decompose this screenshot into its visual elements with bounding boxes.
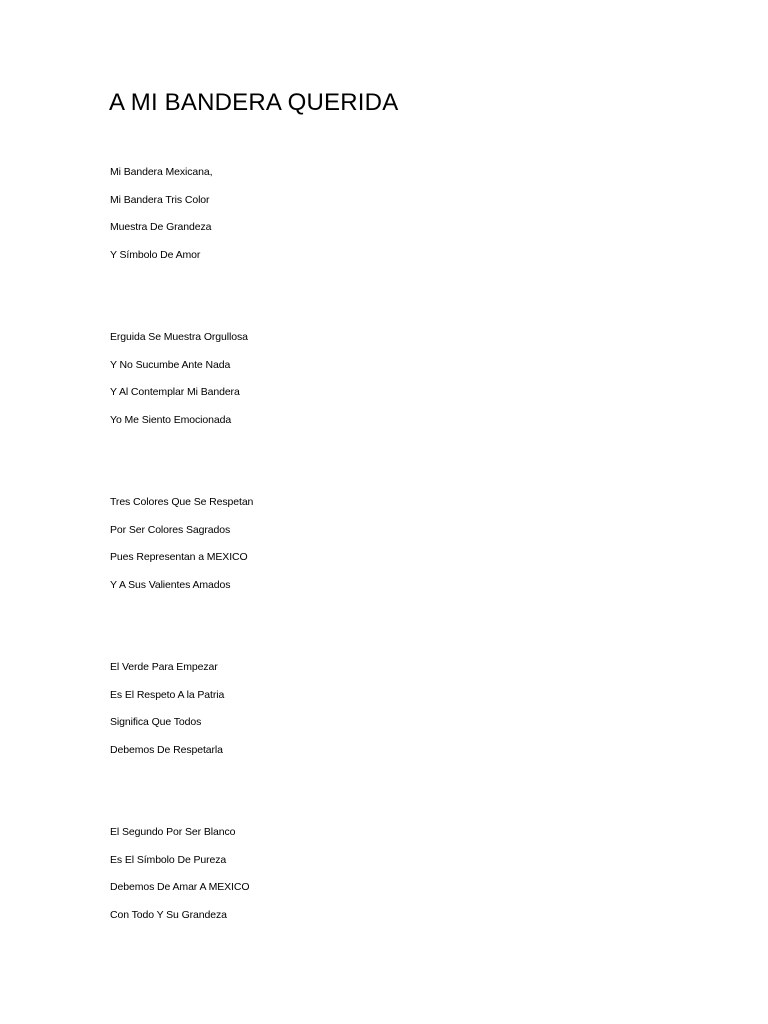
poem-line: El Verde Para Empezar xyxy=(110,661,218,673)
poem-line: Y A Sus Valientes Amados xyxy=(110,578,231,591)
poem-line: Muestra De Grandeza xyxy=(110,221,212,234)
poem-title: A MI BANDERA QUERIDA xyxy=(109,89,399,116)
poem-line: Y Al Contemplar Mi Bandera xyxy=(110,386,240,399)
poem-line: Debemos De Respetarla xyxy=(110,743,223,756)
poem-line: Es El Respeto A la Patria xyxy=(110,688,225,701)
poem-line: Y Símbolo De Amor xyxy=(110,248,201,261)
poem-line: Erguida Se Muestra Orgullosa xyxy=(110,331,248,343)
stanza-2 xyxy=(110,331,248,441)
stanza-3 xyxy=(110,496,253,606)
poem-line: Con Todo Y Su Grandeza xyxy=(110,908,227,921)
poem-line: Mi Bandera Mexicana, xyxy=(110,166,213,178)
stanza-5 xyxy=(110,826,249,936)
poem-line: El Segundo Por Ser Blanco xyxy=(110,826,236,838)
stanza-1 xyxy=(110,166,212,276)
poem-line: Es El Símbolo De Pureza xyxy=(110,853,227,866)
poem-line: Por Ser Colores Sagrados xyxy=(110,523,231,536)
poem-line: Pues Representan a MEXICO xyxy=(110,551,248,564)
poem-line: Mi Bandera Tris Color xyxy=(110,193,210,206)
poem-line: Y No Sucumbe Ante Nada xyxy=(110,358,231,371)
poem-line: Tres Colores Que Se Respetan xyxy=(110,496,254,508)
stanza-4 xyxy=(110,661,224,771)
poem-line: Debemos De Amar A MEXICO xyxy=(110,881,250,894)
poem-line: Yo Me Siento Emocionada xyxy=(110,413,232,426)
poem-line: Significa Que Todos xyxy=(110,716,202,729)
